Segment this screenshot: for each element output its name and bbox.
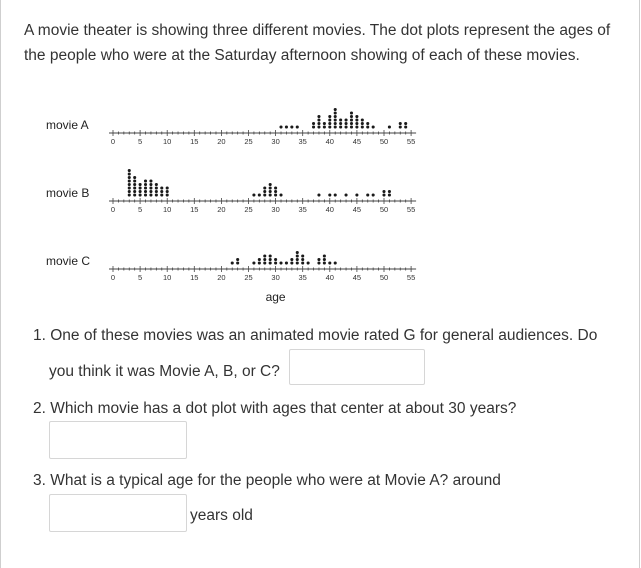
movie-A-dot xyxy=(355,125,358,128)
movie-B-dot xyxy=(274,190,277,193)
movie-B-dot xyxy=(149,179,152,182)
movie-B-dot xyxy=(128,190,131,193)
movie-A-dot xyxy=(296,125,299,128)
movie-C-dot xyxy=(285,261,288,264)
movie-B-dot xyxy=(133,186,136,189)
movie-B-tick-label-40: 40 xyxy=(325,205,334,214)
movie-C-dot xyxy=(274,258,277,261)
movie-C-dot xyxy=(274,261,277,264)
movie-C-dot xyxy=(258,258,261,261)
movie-B-dot xyxy=(149,190,152,193)
movie-B-dot xyxy=(274,193,277,196)
movie-B-tick-label-35: 35 xyxy=(298,205,307,214)
movie-C-label: movie C xyxy=(46,254,91,268)
movie-A-tick-label-0: 0 xyxy=(110,137,116,146)
answer-3-input[interactable] xyxy=(49,494,187,532)
movie-A-tick-label-40: 40 xyxy=(325,137,334,146)
movie-C-dot xyxy=(236,261,239,264)
movie-B-dot xyxy=(155,183,158,186)
movie-B-tick-label-45: 45 xyxy=(352,205,362,214)
movie-B-dot xyxy=(133,179,136,182)
movie-B-dot xyxy=(128,193,131,196)
movie-A-tick-label-20: 20 xyxy=(217,137,226,146)
movie-A-dot xyxy=(399,122,402,125)
movie-A-dot xyxy=(345,122,348,125)
movie-A-dot xyxy=(290,125,293,128)
movie-B-dot xyxy=(139,186,142,189)
movie-B-dot xyxy=(269,190,272,193)
movie-B-tick-label-50: 50 xyxy=(379,205,389,214)
movie-C-dot xyxy=(317,258,320,261)
movie-B-dot xyxy=(149,193,152,196)
movie-C-tick-label-50: 50 xyxy=(379,273,389,282)
movie-C-dot xyxy=(231,261,234,264)
movie-C-dot xyxy=(296,254,299,257)
movie-B-dot xyxy=(128,176,131,179)
movie-C-tick-label-10: 10 xyxy=(163,273,172,282)
movie-B-dot xyxy=(155,186,158,189)
movie-A-dot xyxy=(323,125,326,128)
movie-B-dot xyxy=(160,190,163,193)
movie-C-dot xyxy=(269,258,272,261)
movie-A-dot xyxy=(328,115,331,118)
movie-A-dot xyxy=(355,115,358,118)
movie-B-dot xyxy=(160,193,163,196)
dot-plots-svg xyxy=(41,95,421,310)
movie-C-dot xyxy=(290,258,293,261)
movie-B-dot xyxy=(328,193,331,196)
movie-B-dot xyxy=(258,193,261,196)
movie-C-tick-label-5: 5 xyxy=(138,273,143,282)
movie-C-dot xyxy=(290,261,293,264)
movie-A-dot xyxy=(279,125,282,128)
movie-B-dot xyxy=(133,193,136,196)
movie-B-tick-label-10: 10 xyxy=(163,205,172,214)
movie-A-dot xyxy=(317,115,320,118)
movie-B-dot xyxy=(279,193,282,196)
movie-B-dot xyxy=(274,186,277,189)
movie-B-dot xyxy=(128,183,131,186)
movie-B-tick-label-5: 5 xyxy=(138,205,143,214)
movie-B-dot xyxy=(355,193,358,196)
question-3: 3. What is a typical age for the people who were at Movie A? around xyxy=(33,472,501,489)
movie-B-dot xyxy=(388,193,391,196)
movie-A-label: movie A xyxy=(46,118,89,132)
movie-A-dot xyxy=(334,122,337,125)
movie-A-dot xyxy=(317,118,320,121)
movie-A-dot xyxy=(372,125,375,128)
movie-A-dot xyxy=(350,122,353,125)
movie-B-dot xyxy=(263,193,266,196)
movie-A-dot xyxy=(350,125,353,128)
movie-B-dot xyxy=(345,193,348,196)
movie-B-dot xyxy=(372,193,375,196)
question-2: 2. Which movie has a dot plot with ages that center at about 30 years? xyxy=(33,400,517,417)
movie-B-dot xyxy=(133,183,136,186)
question-1-line-1: 1. One of these movies was an animated movie rated G for general audiences. Do xyxy=(33,327,598,344)
movie-C-dot xyxy=(334,261,337,264)
movie-A-tick-label-50: 50 xyxy=(379,137,389,146)
movie-C-dot xyxy=(258,261,261,264)
movie-B-dot xyxy=(160,186,163,189)
movie-A-dot xyxy=(339,125,342,128)
movie-C-tick-label-45: 45 xyxy=(352,273,362,282)
movie-B-dot xyxy=(149,183,152,186)
movie-B-dot xyxy=(166,193,169,196)
x-axis-title: age xyxy=(265,290,286,304)
movie-A-dot xyxy=(312,122,315,125)
movie-C-dot xyxy=(323,261,326,264)
movie-C-tick-label-55: 55 xyxy=(406,273,416,282)
movie-B-dot xyxy=(128,169,131,172)
movie-A-tick-label-55: 55 xyxy=(406,137,416,146)
movie-B-dot xyxy=(133,176,136,179)
movie-B-dot xyxy=(388,190,391,193)
movie-A-dot xyxy=(339,118,342,121)
movie-C-dot xyxy=(236,258,239,261)
movie-B-dot xyxy=(269,183,272,186)
movie-A-dot xyxy=(350,118,353,121)
movie-C-dot xyxy=(296,251,299,254)
movie-A-dot xyxy=(328,125,331,128)
movie-C-tick-label-25: 25 xyxy=(244,273,253,282)
answer-2-input[interactable] xyxy=(49,421,187,459)
movie-A-dot xyxy=(361,118,364,121)
movie-C-dot xyxy=(301,258,304,261)
movie-B-dot xyxy=(155,193,158,196)
movie-A-dot xyxy=(366,125,369,128)
movie-B-tick-label-20: 20 xyxy=(217,205,226,214)
movie-B-tick-label-15: 15 xyxy=(190,205,199,214)
movie-C-dot xyxy=(296,258,299,261)
movie-C-dot xyxy=(296,261,299,264)
movie-B-dot xyxy=(166,190,169,193)
intro-text: A movie theater is showing three different movies. The dot plots represent the ages of the people who were at the Saturday afternoon showing of each of these movies. xyxy=(24,22,611,64)
movie-A-dot xyxy=(328,118,331,121)
movie-B-dot xyxy=(144,183,147,186)
movie-A-dot xyxy=(334,111,337,114)
movie-A-dot xyxy=(350,115,353,118)
movie-C-dot xyxy=(323,258,326,261)
movie-C-tick-label-0: 0 xyxy=(110,273,116,282)
movie-A-dot xyxy=(334,125,337,128)
movie-B-dot xyxy=(149,186,152,189)
movie-B-dot xyxy=(382,190,385,193)
movie-C-dot xyxy=(263,258,266,261)
movie-A-dot xyxy=(361,122,364,125)
movie-A-dot xyxy=(285,125,288,128)
movie-A-dot xyxy=(334,108,337,111)
movie-B-tick-label-25: 25 xyxy=(244,205,253,214)
movie-A-dot xyxy=(355,118,358,121)
movie-B-dot xyxy=(139,190,142,193)
answer-1-input[interactable] xyxy=(289,349,425,385)
movie-B-dot xyxy=(139,183,142,186)
movie-B-dot xyxy=(144,193,147,196)
movie-A-dot xyxy=(334,118,337,121)
movie-A-tick-label-30: 30 xyxy=(271,137,280,146)
movie-A-dot xyxy=(317,122,320,125)
movie-B-dot xyxy=(144,186,147,189)
movie-B-dot xyxy=(128,179,131,182)
movie-B-dot xyxy=(252,193,255,196)
movie-C-tick-label-30: 30 xyxy=(271,273,280,282)
movie-C-dot xyxy=(263,261,266,264)
movie-C-dot xyxy=(301,261,304,264)
movie-C-tick-label-40: 40 xyxy=(325,273,334,282)
movie-A-dot xyxy=(355,122,358,125)
movie-B-dot xyxy=(334,193,337,196)
movie-A-dot xyxy=(404,122,407,125)
movie-B-dot xyxy=(155,190,158,193)
movie-A-dot xyxy=(366,122,369,125)
movie-B-label: movie B xyxy=(46,186,90,200)
movie-B-dot xyxy=(128,172,131,175)
movie-A-tick-label-35: 35 xyxy=(298,137,307,146)
movie-A-dot xyxy=(361,125,364,128)
movie-C-dot xyxy=(269,261,272,264)
movie-A-dot xyxy=(404,125,407,128)
years-old-label: years old xyxy=(190,507,253,524)
movie-B-tick-label-55: 55 xyxy=(406,205,416,214)
movie-A-tick-label-5: 5 xyxy=(138,137,143,146)
movie-A-dot xyxy=(323,122,326,125)
movie-B-dot xyxy=(382,193,385,196)
movie-A-dot xyxy=(317,125,320,128)
movie-A-dot xyxy=(399,125,402,128)
dot-plot-figure xyxy=(41,95,421,315)
movie-C-dot xyxy=(301,254,304,257)
movie-C-dot xyxy=(307,261,310,264)
movie-C-dot xyxy=(323,254,326,257)
movie-C-tick-label-20: 20 xyxy=(217,273,226,282)
movie-B-dot xyxy=(263,186,266,189)
movie-B-dot xyxy=(166,186,169,189)
movie-C-tick-label-35: 35 xyxy=(298,273,307,282)
movie-A-dot xyxy=(345,125,348,128)
movie-B-dot xyxy=(133,190,136,193)
movie-B-dot xyxy=(128,186,131,189)
movie-B-dot xyxy=(366,193,369,196)
movie-B-tick-label-0: 0 xyxy=(110,205,116,214)
movie-C-dot xyxy=(328,261,331,264)
movie-A-dot xyxy=(350,111,353,114)
movie-B-dot xyxy=(263,190,266,193)
movie-C-dot xyxy=(263,254,266,257)
movie-C-dot xyxy=(269,254,272,257)
movie-B-dot xyxy=(269,186,272,189)
movie-B-dot xyxy=(317,193,320,196)
movie-B-tick-label-30: 30 xyxy=(271,205,280,214)
movie-A-dot xyxy=(312,125,315,128)
movie-C-dot xyxy=(279,261,282,264)
movie-A-tick-label-45: 45 xyxy=(352,137,362,146)
movie-A-dot xyxy=(345,118,348,121)
movie-A-dot xyxy=(388,125,391,128)
movie-B-dot xyxy=(269,193,272,196)
movie-C-tick-label-15: 15 xyxy=(190,273,199,282)
movie-C-dot xyxy=(252,261,255,264)
movie-A-dot xyxy=(328,122,331,125)
movie-A-tick-label-15: 15 xyxy=(190,137,199,146)
movie-A-tick-label-10: 10 xyxy=(163,137,172,146)
movie-C-dot xyxy=(317,261,320,264)
question-1-line-2: you think it was Movie A, B, or C? xyxy=(49,363,280,380)
movie-A-dot xyxy=(334,115,337,118)
movie-A-tick-label-25: 25 xyxy=(244,137,253,146)
movie-B-dot xyxy=(144,190,147,193)
movie-B-dot xyxy=(144,179,147,182)
movie-A-dot xyxy=(339,122,342,125)
movie-B-dot xyxy=(139,193,142,196)
